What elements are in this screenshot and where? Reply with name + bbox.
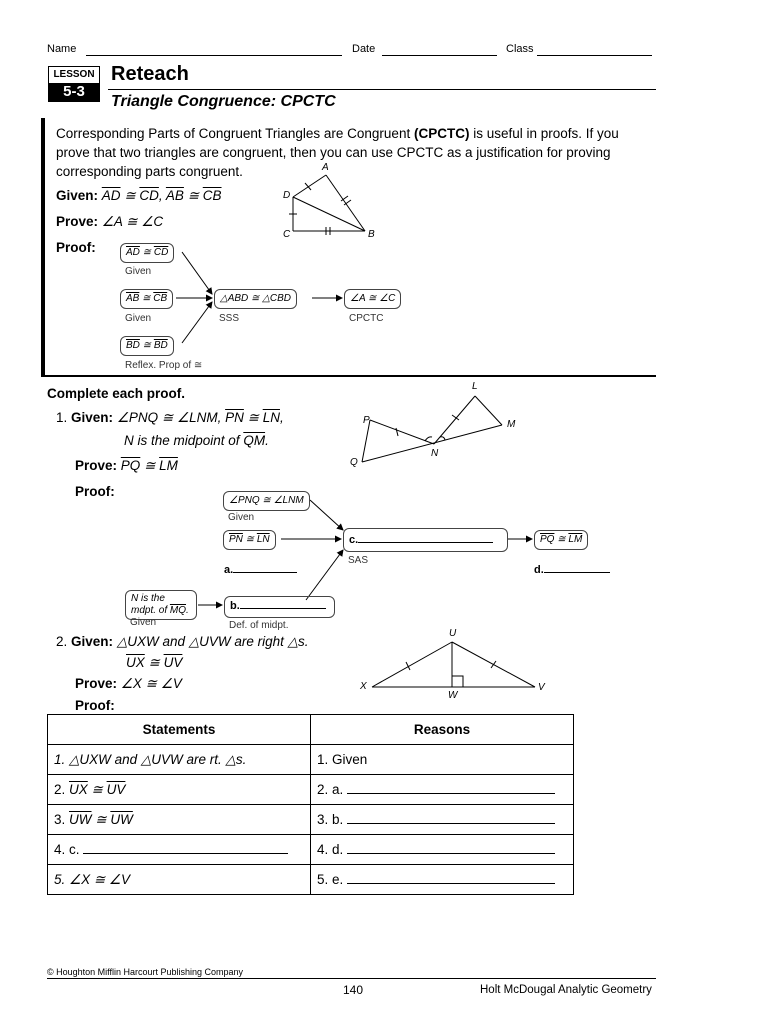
class-label: Class <box>506 43 534 55</box>
p2-given-text: △UXW and △UVW are right △s. <box>116 634 309 649</box>
flow-box-bd-bd: $\overline{BD}$ ≅ $\overline{BD}$ <box>120 336 174 356</box>
p1-number: 1. <box>56 410 68 425</box>
table-row <box>48 865 574 895</box>
example-figure <box>289 175 365 235</box>
table-row <box>48 745 574 775</box>
vertex-a: A <box>322 162 329 173</box>
blank-d-label: d. <box>534 564 544 576</box>
p1-given-angles: ∠PNQ ≅ ∠LNM, <box>116 410 222 425</box>
p1-midpoint-l1: N is the <box>131 593 165 604</box>
proof-table <box>47 714 574 895</box>
flow-box-ad-cd: $\overline{AD}$ ≅ $\overline{CD}$ <box>120 243 174 263</box>
vertex-m: M <box>507 419 516 430</box>
page-subtitle: Triangle Congruence: CPCTC <box>111 93 336 110</box>
intro-line2: prove that two triangles are congruent, then you can use CPCTC as a justification for proving <box>56 145 611 160</box>
seg: $\overline{UX}$ <box>126 655 145 670</box>
table-row <box>48 835 574 865</box>
p1-caption-given: Given <box>228 512 255 523</box>
r4-label: 4. d. <box>317 842 344 857</box>
vertex-n: N <box>431 448 439 459</box>
date-label: Date <box>352 43 376 55</box>
p1-given: 1. Given: ∠PNQ ≅ ∠LNM, $\overline{PN}$ ≅ $\overline{LN}$, <box>56 410 284 425</box>
p2-given-label: Given: <box>71 634 114 649</box>
p1-caption-sas: SAS <box>348 555 369 566</box>
vertex-q: Q <box>350 457 358 468</box>
vertex-b: B <box>368 229 375 240</box>
given-label: Given: <box>56 188 99 203</box>
seg: $\overline{LM}$ <box>159 458 178 473</box>
seg-cb: $\overline{CB}$ <box>202 188 222 203</box>
p1-box-angles: ∠PNQ ≅ ∠LNM <box>223 491 310 511</box>
seg: $\overline{BD}$ <box>153 340 168 351</box>
p1-box-c[interactable] <box>343 528 508 552</box>
prove-label: Prove: <box>56 214 99 229</box>
lesson-number: 5-3 <box>49 83 99 101</box>
reason-3[interactable] <box>311 805 574 835</box>
seg: $\overline{CB}$ <box>153 293 168 304</box>
intro-line1a: Corresponding Parts of Congruent Triangles are Congruent <box>56 126 414 141</box>
p2-given <box>56 632 309 651</box>
book-title: Holt McDougal Analytic Geometry <box>480 984 652 996</box>
p2-number: 2. <box>56 634 68 649</box>
cong-sign: ≅ <box>187 188 199 203</box>
p2-prove-text: ∠X ≅ ∠V <box>120 676 182 691</box>
arrow-p1-3 <box>306 550 343 600</box>
blank-2c[interactable] <box>83 842 288 854</box>
reason-4[interactable] <box>311 835 574 865</box>
example-given: Given: $\overline{AD}$ ≅ $\overline{CD}$, $\overline{AB}$ ≅ $\overline{CB}$ <box>56 188 222 203</box>
flow-caption-reflex: Reflex. Prop of ≅ <box>125 360 203 371</box>
p2-prove <box>75 674 182 693</box>
seg: $\overline{LN}$ <box>262 410 280 425</box>
blank-d-line[interactable] <box>544 561 610 573</box>
arrow-3 <box>182 302 212 343</box>
statement-1 <box>48 745 311 775</box>
blank-c-line[interactable] <box>358 531 493 543</box>
flow-caption-sss: SSS <box>219 313 240 324</box>
table-row <box>48 805 574 835</box>
lesson-word: LESSON <box>53 69 95 80</box>
col-reasons: Reasons <box>311 715 574 745</box>
flow-caption-given1: Given <box>125 266 152 277</box>
p2-proof-label: Proof: <box>75 698 115 713</box>
p1-box-b[interactable] <box>224 596 335 618</box>
statement-2: 2. $\overline{UX}$ ≅ $\overline{UV}$ <box>48 775 311 805</box>
blank-2a[interactable] <box>347 782 555 794</box>
proof-label: Proof: <box>56 240 96 255</box>
flow-box-ab-cb: $\overline{AB}$ ≅ $\overline{CB}$ <box>120 289 173 309</box>
s3-num: 3. <box>54 811 70 827</box>
s4-label: 4. c. <box>54 842 80 857</box>
seg: $\overline{AD}$ <box>126 247 140 258</box>
reason-5[interactable] <box>311 865 574 895</box>
seg-cd: $\overline{CD}$ <box>139 188 159 203</box>
seg: $\overline{UV}$ <box>106 781 126 797</box>
page-number: 140 <box>343 983 364 997</box>
seg: $\overline{UW}$ <box>69 811 92 827</box>
seg: $\overline{UX}$ <box>69 781 88 797</box>
statement-3: 3. $\overline{UW}$ ≅ $\overline{UW}$ <box>48 805 311 835</box>
seg: $\overline{PQ}$ <box>540 534 555 545</box>
seg: $\overline{UV}$ <box>163 655 183 670</box>
name-label: Name <box>47 43 77 55</box>
flow-caption-given2: Given <box>125 313 152 324</box>
seg: $\overline{PN}$ <box>225 410 244 425</box>
blank-b-line[interactable] <box>240 597 326 609</box>
intro-line3: corresponding parts congruent. <box>56 164 243 179</box>
intro-cpctc: (CPCTC) <box>413 126 470 141</box>
table-row <box>48 775 574 805</box>
vertex-l: L <box>472 381 478 392</box>
page-title: Reteach <box>111 63 189 85</box>
p1-blank-d[interactable] <box>534 561 610 576</box>
flow-box-triangles: △ABD ≅ △CBD <box>214 289 297 309</box>
blank-2e[interactable] <box>347 872 555 884</box>
blank-a-line[interactable] <box>233 561 297 573</box>
reason-2[interactable] <box>311 775 574 805</box>
flow-caption-cpctc: CPCTC <box>349 313 384 324</box>
problem2-figure <box>372 642 535 687</box>
footer-rule <box>47 978 656 979</box>
intro-line1c: is useful in proofs. If you <box>469 126 619 141</box>
p1-midpoint-l2: mdpt. of <box>131 605 170 616</box>
p1-prove-label: Prove: <box>75 458 118 473</box>
statement-5-text: 5. ∠X ≅ ∠V <box>54 871 131 887</box>
blank-b-label: b. <box>230 600 240 612</box>
p1-given-label: Given: <box>71 410 114 425</box>
p1-caption-midpt: Def. of midpt. <box>229 620 289 631</box>
statement-5 <box>48 865 311 895</box>
statement-4[interactable] <box>48 835 311 865</box>
prove-text: ∠A ≅ ∠C <box>101 214 164 229</box>
blank-c-label: c. <box>349 534 359 546</box>
vertex-w: W <box>448 690 458 701</box>
s2-num: 2. <box>54 781 70 797</box>
r2-label: 2. a. <box>317 782 344 797</box>
p1-proof-label: Proof: <box>75 484 115 499</box>
table-header-row <box>48 715 574 745</box>
vertex-d: D <box>283 190 291 201</box>
p2-given-line2: $\overline{UX}$ ≅ $\overline{UV}$ <box>126 655 183 670</box>
flow-box-angles: ∠A ≅ ∠C <box>344 289 401 309</box>
seg: $\overline{CD}$ <box>153 247 169 258</box>
r5-label: 5. e. <box>317 872 344 887</box>
statement-1-text: 1. △UXW and △UVW are rt. △s. <box>54 751 247 767</box>
vertex-v: V <box>538 682 545 693</box>
p1-blank-a[interactable] <box>224 561 297 576</box>
vertex-p: P <box>363 415 370 426</box>
seg: $\overline{BD}$ <box>126 340 140 351</box>
reason-1: 1. Given <box>311 745 574 775</box>
copyright: © Houghton Mifflin Harcourt Publishing Company <box>47 967 244 977</box>
seg: $\overline{PN}$ <box>229 534 243 545</box>
p1-box-final: $\overline{PQ}$ ≅ $\overline{LM}$ <box>534 530 588 550</box>
seg: $\overline{UW}$ <box>110 811 133 827</box>
p1-box-midpoint: N is the mdpt. of $\overline{MQ}$. <box>125 590 197 620</box>
seg: $\overline{LM}$ <box>568 534 583 545</box>
cong-sign: ≅ <box>124 188 136 203</box>
p1-midpoint-text: N is the midpoint of <box>124 433 244 448</box>
seg-ad: $\overline{AD}$ <box>101 188 121 203</box>
seg: $\overline{QM}$ <box>243 433 266 448</box>
vertex-c: C <box>283 229 291 240</box>
p2-prove-label: Prove: <box>75 676 118 691</box>
seg: $\overline{LN}$ <box>256 534 270 545</box>
p1-box-pn-ln: $\overline{PN}$ ≅ $\overline{LN}$ <box>223 530 276 550</box>
p1-caption-given2: Given <box>130 617 157 628</box>
p1-given-line2: N is the midpoint of $\overline{QM}$. <box>124 433 269 448</box>
r3-label: 3. b. <box>317 812 344 827</box>
col-statements: Statements <box>48 715 311 745</box>
arrow-p1-1 <box>310 500 343 530</box>
vertex-u: U <box>449 628 457 639</box>
seg: $\overline{MQ}$ <box>169 605 187 616</box>
complete-heading: Complete each proof. <box>47 386 186 401</box>
blank-2d[interactable] <box>347 842 555 854</box>
seg-ab: $\overline{AB}$ <box>165 188 184 203</box>
seg: $\overline{AB}$ <box>126 293 140 304</box>
p1-prove: Prove: $\overline{PQ}$ ≅ $\overline{LM}$ <box>75 458 178 473</box>
blank-2b[interactable] <box>347 812 555 824</box>
seg: $\overline{PQ}$ <box>120 458 141 473</box>
arrow-1 <box>182 252 212 294</box>
vertex-x: X <box>360 681 367 692</box>
blank-a-label: a. <box>224 564 234 576</box>
